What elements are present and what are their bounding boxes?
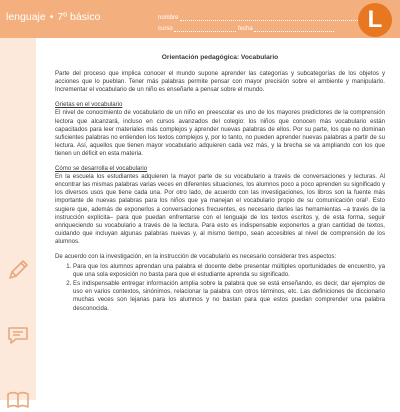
subject-name: lenguaje [6, 11, 46, 23]
subject-logo [358, 3, 392, 37]
section-paragraph-grietas: El nivel de conocimiento de vocabulario de un niño en preescolar es uno de los mayores predictores de la comprensión lectora que alcanzará, incluso en cursos avanzados del colegio: los niños que conocen más vocabulario están capacitados para leer materiales más complejos y aprender nuevas palabras de ellos. Por su parte, los que no dominan suficientes palabras no entienden los textos complejos y, por lo tanto, no pueden aprender nuevas palabras a partir de su lectura. Así, aquellos que tienen mayor vocabulario adquieren cada vez más, y la brecha se va ampliando con los que tienen un déficit en esta materia. [55, 109, 385, 157]
section-heading-desarrollo: Cómo se desarrolla el vocabulario [55, 165, 148, 173]
aspects-intro: De acuerdo con la investigación, en la instrucción de vocabulario es necesario considerar tres aspectos: [55, 252, 337, 260]
aspects-list [55, 263, 385, 313]
date-field[interactable] [254, 26, 334, 32]
document-title: Orientación pedagógica: Vocabulario [161, 54, 279, 61]
intro-paragraph: Parte del proceso que implica conocer el mundo supone aprender las categorías y subcategorías de los objetos y acciones que lo pueblan. Tener más palabras permite pensar con mayor precisión sobre el ambiente y manipularlo. Incrementar el vocabulario de un niño es enseñarle a pensar sobre el mundo. [55, 70, 385, 94]
logo-letter: L [367, 6, 383, 33]
name-field-row [158, 15, 360, 21]
subject-label [6, 6, 100, 28]
subject-separator: • [49, 11, 54, 23]
list-item: 1. Para que los alumnos aprendan una palabra el docente debe presentar múltiples oportunidades de encuentro, ya que una sola exposición no basta para que el estudiante aprenda su significado. [73, 263, 385, 279]
grade-label: 7º básico [57, 11, 101, 23]
course-label: curso [158, 26, 173, 32]
name-field[interactable] [180, 15, 360, 21]
section-paragraph-desarrollo: En la escuela los estudiantes adquieren la mayor parte de su vocabulario a través de conversaciones y lecturas. Al encontrar las mismas palabras varias veces en diferentes situaciones, los alumnos poco a poco aprenden su significado y los diversos usos que tiene cada una. Por otro lado, de acuerdo con las investigaciones, los libros son la fuente más importante de nuevas palabras para los niños que ya manejan el vocabulario propio de su comunicación oral¹. Esto sugiere que, además de exponerlos a conversaciones frecuentes, es necesario darles las herramientas –a través de la instrucción explícita– para que puedan enfrentarse con el lenguaje de los textos escritos y, de esta forma, seguir enriqueciendo su vocabulario a través de la lectura. Para esto es indispensable exponerlos a gran cantidad de textos, cuidando que incluyan algunas palabras nuevas y, al mismo tiempo, sean accesibles al nivel de comprensión de los alumnos. [55, 173, 385, 245]
course-date-row [158, 26, 334, 32]
open-book-icon [6, 388, 30, 412]
section-heading-grietas: Grietas en el vocabulario [55, 101, 123, 109]
speech-bubble-icon [6, 323, 30, 347]
pencil-icon [6, 258, 30, 282]
student-info-fields [128, 3, 352, 37]
header-band [0, 0, 400, 38]
course-field[interactable] [174, 26, 236, 32]
document-body [55, 44, 385, 314]
left-sidebar [0, 38, 36, 400]
date-label: fecha [238, 26, 253, 32]
list-item: 2. Es indispensable entregar información amplia sobre la palabra que se está enseñando, es decir, dar ejemplos de uso en varios contextos, sinónimos, relacionar la palabra con otros términos, etc. Las definiciones de diccionario muchas veces son lejanas para los alumnos y no bastan para que estos puedan comprender una palabra desconocida. [73, 280, 385, 312]
name-label: nombre [158, 15, 179, 21]
